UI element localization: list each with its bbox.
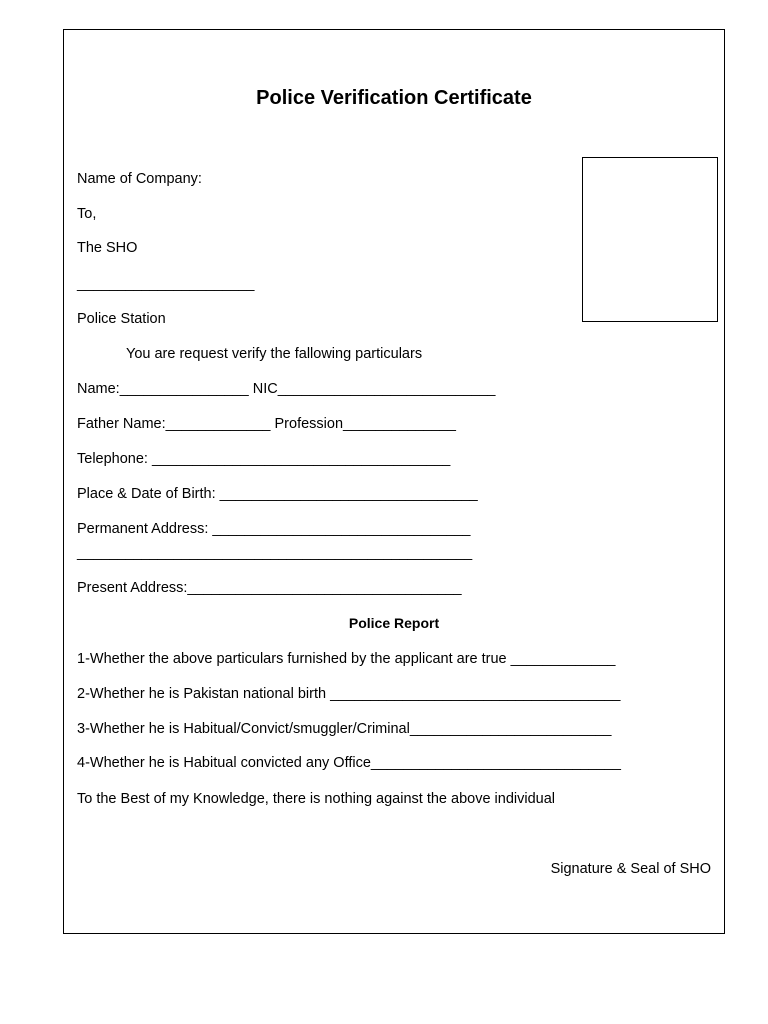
police-report-heading: Police Report: [348, 615, 440, 631]
name-nic-field: Name:________________ NIC___________________________: [77, 381, 496, 397]
father-profession-field: Father Name:_____________ Profession______________: [77, 416, 456, 432]
place-dob-field: Place & Date of Birth: ________________________________: [77, 486, 478, 502]
statement-text: To the Best of my Knowledge, there is nothing against the above individual: [77, 791, 555, 807]
telephone-field: Telephone: _____________________________________: [77, 451, 451, 467]
question-4: 4-Whether he is Habitual convicted any Office_______________________________: [77, 755, 621, 771]
request-text: You are request verify the fallowing particulars: [126, 346, 423, 362]
permanent-address-field: Permanent Address: ________________________________: [77, 521, 471, 537]
question-1: 1-Whether the above particulars furnished by the applicant are true _____________: [77, 651, 616, 667]
signature-label: Signature & Seal of SHO: [550, 861, 711, 877]
question-3: 3-Whether he is Habitual/Convict/smuggler/Criminal_________________________: [77, 721, 612, 737]
company-label: Name of Company:: [77, 171, 202, 187]
permanent-address-line-2: _________________________________________________: [77, 545, 473, 561]
sho-label: The SHO: [77, 240, 138, 256]
page-title: Police Verification Certificate: [256, 87, 532, 109]
question-2: 2-Whether he is Pakistan national birth ____________________________________: [77, 686, 621, 702]
photo-box: [582, 157, 718, 322]
sho-blank-line: ______________________: [77, 276, 255, 292]
present-address-field: Present Address:__________________________________: [77, 580, 462, 596]
police-station-label: Police Station: [77, 311, 166, 327]
to-label: To,: [77, 206, 97, 222]
